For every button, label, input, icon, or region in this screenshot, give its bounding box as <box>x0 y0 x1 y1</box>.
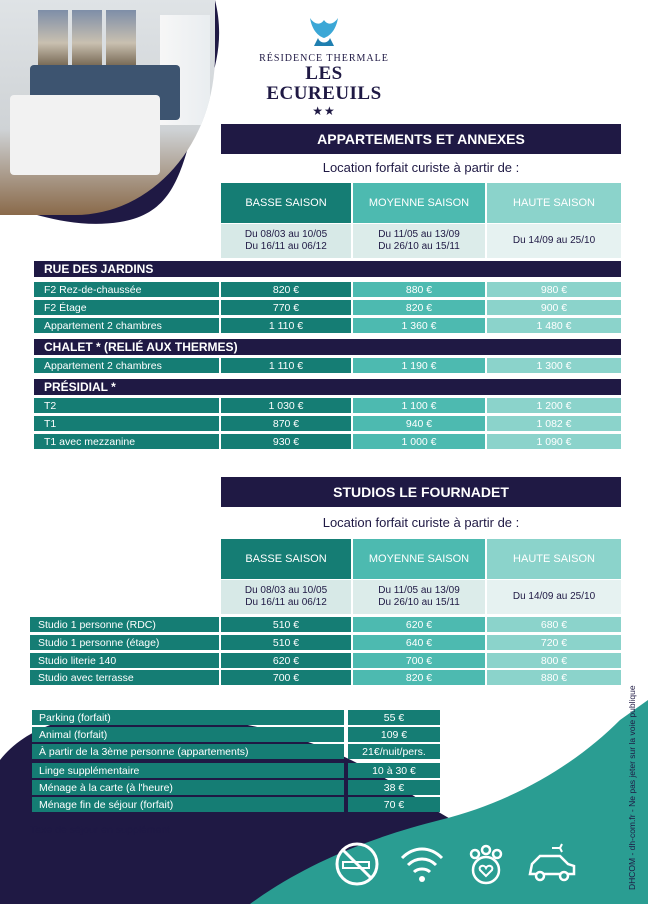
season-header-basse: BASSE SAISON <box>221 183 351 223</box>
price-moyenne: 820 € <box>353 300 485 315</box>
date-line: Du 14/09 au 25/10 <box>512 591 596 602</box>
price-basse: 820 € <box>221 282 351 297</box>
logo-name: LES ECUREUILS <box>266 63 382 104</box>
extra-price: 70 € <box>348 797 440 812</box>
season-header-haute: HAUTE SAISON <box>487 183 621 223</box>
extra-price: 38 € <box>348 780 440 795</box>
price-basse: 1 030 € <box>221 398 351 413</box>
extra-row <box>32 797 440 812</box>
electric-car-icon <box>524 840 580 888</box>
price-haute: 800 € <box>487 653 621 668</box>
row-label: Studio 1 personne (étage) <box>30 635 219 650</box>
group-chalet: CHALET * (RELIÉ AUX THERMES) <box>34 339 621 355</box>
date-line: Du 26/10 au 15/11 <box>378 597 460 608</box>
studios-title: STUDIOS LE FOURNADET <box>221 477 621 507</box>
extra-row <box>32 744 440 759</box>
extra-price: 10 à 30 € <box>348 763 440 778</box>
extra-price: 55 € <box>348 710 440 725</box>
row-label: T1 avec mezzanine <box>34 434 219 449</box>
extra-label: Linge supplémentaire <box>32 763 344 778</box>
table-row <box>34 416 621 431</box>
extra-label: Ménage à la carte (à l'heure) <box>32 780 344 795</box>
studios-subtitle: Location forfait curiste à partir de : <box>322 515 520 530</box>
price-moyenne: 1 100 € <box>353 398 485 413</box>
price-haute: 1 300 € <box>487 358 621 373</box>
table-row <box>30 635 621 650</box>
table-row <box>34 318 621 333</box>
season-header-basse: BASSE SAISON <box>221 539 351 579</box>
price-haute: 900 € <box>487 300 621 315</box>
table-row <box>30 653 621 668</box>
row-label: Appartement 2 chambres <box>34 358 219 373</box>
price-haute: 1 480 € <box>487 318 621 333</box>
season-dates-moyenne <box>353 580 485 614</box>
row-label: Studio 1 personne (RDC) <box>30 617 219 632</box>
price-basse: 700 € <box>221 670 351 685</box>
date-line: Du 08/03 au 10/05 <box>244 585 328 596</box>
residence-logo <box>254 16 394 118</box>
price-moyenne: 880 € <box>353 282 485 297</box>
extra-row <box>32 780 440 795</box>
price-moyenne: 820 € <box>353 670 485 685</box>
price-haute: 1 090 € <box>487 434 621 449</box>
season-header-haute: HAUTE SAISON <box>487 539 621 579</box>
row-label: F2 Rez-de-chaussée <box>34 282 219 297</box>
price-basse: 1 110 € <box>221 358 351 373</box>
side-credit-text: DHCOM - dh-com.fr - Ne pas jeter sur la voie publique <box>627 685 637 890</box>
date-line: Du 26/10 au 15/11 <box>378 241 460 252</box>
logo-stars: ★★ <box>312 104 336 118</box>
extra-label: Animal (forfait) <box>32 727 344 742</box>
table-row <box>34 398 621 413</box>
price-moyenne: 1 000 € <box>353 434 485 449</box>
extra-label: Ménage fin de séjour (forfait) <box>32 797 344 812</box>
table-row <box>34 282 621 297</box>
date-line: Du 16/11 au 06/12 <box>245 241 327 252</box>
price-moyenne: 640 € <box>353 635 485 650</box>
price-haute: 720 € <box>487 635 621 650</box>
date-line: Du 11/05 au 13/09 <box>378 229 460 240</box>
price-basse: 870 € <box>221 416 351 431</box>
price-basse: 770 € <box>221 300 351 315</box>
row-label: T2 <box>34 398 219 413</box>
row-label: Studio literie 140 <box>30 653 219 668</box>
extra-price: 21€/nuit/pers. <box>348 744 440 759</box>
extra-label: À partir de la 3ème personne (appartements) <box>32 744 344 759</box>
extra-price: 109 € <box>348 727 440 742</box>
row-label: Studio avec terrasse <box>30 670 219 685</box>
season-dates-haute <box>487 224 621 258</box>
pet-paw-icon <box>462 840 510 888</box>
price-haute: 1 200 € <box>487 398 621 413</box>
no-smoking-icon <box>333 840 381 888</box>
tax-note: Taxe de séjour en supplément <box>30 824 171 836</box>
table-row <box>34 358 621 373</box>
row-label: F2 Étage <box>34 300 219 315</box>
row-label: T1 <box>34 416 219 431</box>
season-header-moyenne: MOYENNE SAISON <box>353 183 485 223</box>
side-credit <box>622 640 648 890</box>
date-line: Du 08/03 au 10/05 <box>244 229 328 240</box>
price-basse: 930 € <box>221 434 351 449</box>
price-moyenne: 1 190 € <box>353 358 485 373</box>
date-line: Du 16/11 au 06/12 <box>245 597 327 608</box>
table-row <box>30 617 621 632</box>
price-basse: 510 € <box>221 617 351 632</box>
price-haute: 680 € <box>487 617 621 632</box>
season-dates-basse <box>221 224 351 258</box>
wifi-icon <box>398 840 446 888</box>
apartments-subtitle: Location forfait curiste à partir de : <box>322 160 520 175</box>
date-line: Du 11/05 au 13/09 <box>378 585 460 596</box>
price-moyenne: 1 360 € <box>353 318 485 333</box>
extra-row <box>32 763 440 778</box>
group-presidial: PRÉSIDIAL * <box>34 379 621 395</box>
row-label: Appartement 2 chambres <box>34 318 219 333</box>
table-row <box>34 300 621 315</box>
price-moyenne: 700 € <box>353 653 485 668</box>
logo-subtitle: RÉSIDENCE THERMALE <box>259 53 389 64</box>
extra-row <box>32 710 440 725</box>
table-row <box>34 434 621 449</box>
season-dates-basse <box>221 580 351 614</box>
price-basse: 620 € <box>221 653 351 668</box>
price-moyenne: 620 € <box>353 617 485 632</box>
season-dates-moyenne <box>353 224 485 258</box>
date-line: Du 14/09 au 25/10 <box>512 235 596 246</box>
extra-label: Parking (forfait) <box>32 710 344 725</box>
price-basse: 1 110 € <box>221 318 351 333</box>
season-header-moyenne: MOYENNE SAISON <box>353 539 485 579</box>
price-haute: 1 082 € <box>487 416 621 431</box>
bedroom-photo <box>0 0 215 215</box>
price-haute: 880 € <box>487 670 621 685</box>
price-moyenne: 940 € <box>353 416 485 431</box>
season-dates-haute <box>487 580 621 614</box>
group-rue-des-jardins: RUE DES JARDINS <box>34 261 621 277</box>
apartments-title: APPARTEMENTS ET ANNEXES <box>221 124 621 154</box>
price-haute: 980 € <box>487 282 621 297</box>
fountain-logo-icon <box>304 16 344 50</box>
table-row <box>30 670 621 685</box>
extra-row <box>32 727 440 742</box>
price-basse: 510 € <box>221 635 351 650</box>
